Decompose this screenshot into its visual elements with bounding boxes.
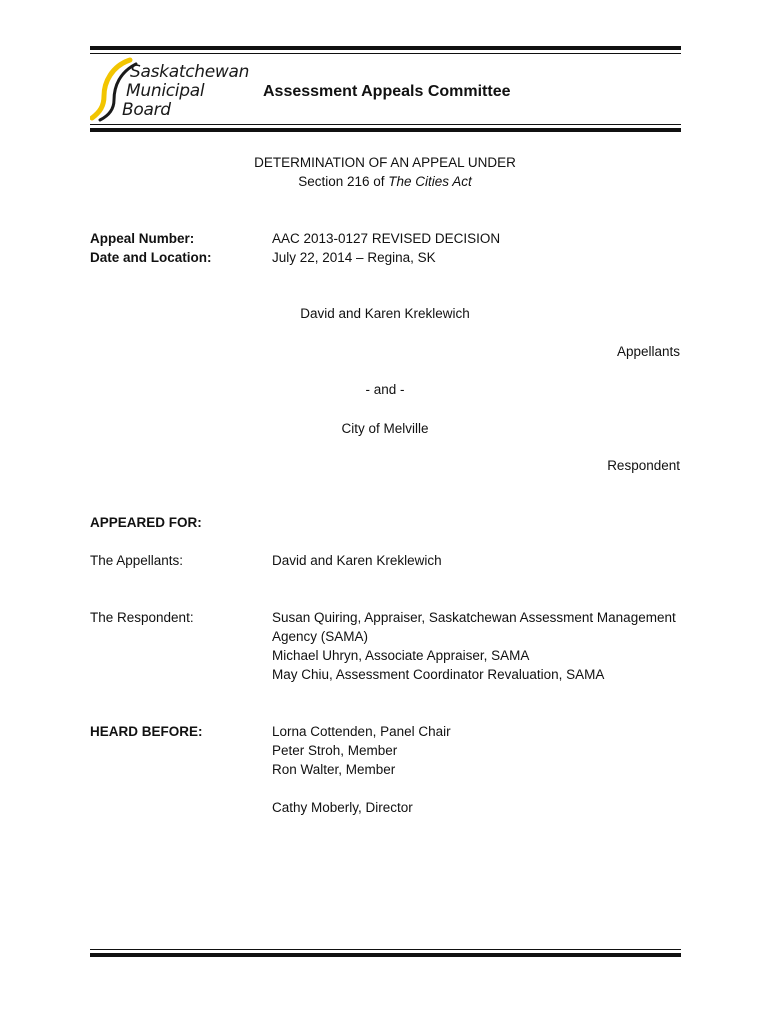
- and-separator: - and -: [365, 382, 405, 397]
- top-rule-thick: [90, 46, 681, 50]
- appeal-number-value: AAC 2013-0127 REVISED DECISION: [272, 231, 501, 246]
- respondent-role: Respondent: [607, 458, 680, 473]
- determination-line-2: [200, 174, 570, 189]
- bottom-rule-thin: [90, 949, 681, 950]
- respondent-rep-line-3: Michael Uhryn, Associate Appraiser, SAMA: [272, 648, 530, 663]
- logo-line-3: Board: [122, 100, 171, 120]
- logo-line-2: Municipal: [126, 81, 205, 101]
- header-rule-thick: [90, 128, 681, 132]
- heard-before-heading: HEARD BEFORE:: [90, 724, 203, 739]
- appeal-number-label: Appeal Number:: [90, 231, 195, 246]
- committee-title: Assessment Appeals Committee: [263, 83, 511, 100]
- top-rule-thin: [90, 53, 681, 54]
- respondent-rep-line-4: May Chiu, Assessment Coordinator Revaluation, SAMA: [272, 667, 605, 682]
- panel-line-3: Ron Walter, Member: [272, 762, 396, 777]
- section-text: Section 216 of: [298, 174, 389, 189]
- respondent-rep-line-2: Agency (SAMA): [272, 629, 369, 644]
- appellants-value: David and Karen Kreklewich: [272, 553, 442, 568]
- appellants-name: David and Karen Kreklewich: [300, 306, 470, 321]
- determination-line-1: DETERMINATION OF AN APPEAL UNDER: [254, 155, 516, 170]
- appeared-for-heading: APPEARED FOR:: [90, 515, 202, 530]
- date-location-label: Date and Location:: [90, 250, 212, 265]
- smb-logo: [90, 56, 260, 122]
- panel-line-2: Peter Stroh, Member: [272, 743, 398, 758]
- header-rule-thin: [90, 124, 681, 125]
- date-location-value: July 22, 2014 – Regina, SK: [272, 250, 436, 265]
- panel-line-1: Lorna Cottenden, Panel Chair: [272, 724, 451, 739]
- respondent-rep-line-1: Susan Quiring, Appraiser, Saskatchewan Assessment Management: [272, 610, 676, 625]
- respondent-name: City of Melville: [341, 421, 429, 436]
- act-title: The Cities Act: [388, 174, 472, 189]
- director-line: Cathy Moberly, Director: [272, 800, 413, 815]
- appellants-label: The Appellants:: [90, 553, 184, 568]
- bottom-rule-thick: [90, 953, 681, 957]
- logo-line-1: Saskatchewan: [130, 62, 250, 82]
- respondent-label: The Respondent:: [90, 610, 194, 625]
- appellants-role: Appellants: [616, 344, 680, 359]
